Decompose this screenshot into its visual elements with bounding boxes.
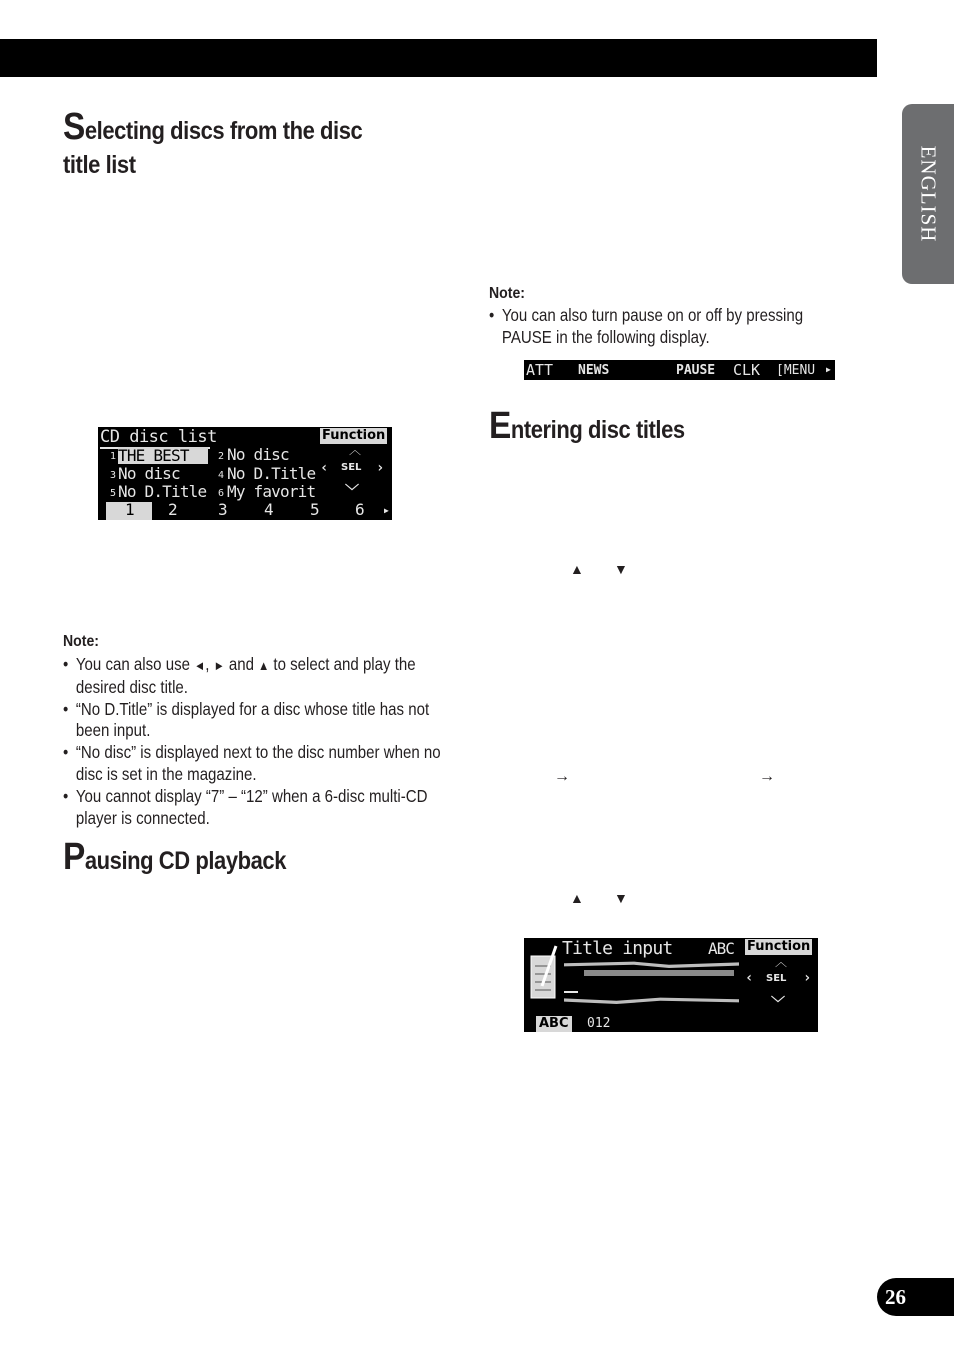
disc-num: 6 xyxy=(218,488,225,499)
notepad-pencil-icon xyxy=(528,944,562,1002)
cd-disc-list-display xyxy=(98,427,392,520)
disc-number-5: 5 xyxy=(310,500,320,519)
menu-att: ATT xyxy=(526,361,554,379)
note-list-left xyxy=(63,654,446,829)
disc-title: No D.Title xyxy=(118,482,207,501)
chevron-down-icon: ﹀ xyxy=(345,484,359,500)
chevron-right-icon: › xyxy=(376,460,385,476)
menu-pause: PAUSE xyxy=(676,363,716,378)
mode-012: 012 xyxy=(587,1016,611,1031)
display-title: CD disc list xyxy=(100,427,217,447)
chevron-left-icon: ‹ xyxy=(745,970,754,986)
language-tab[interactable] xyxy=(902,104,954,284)
title-input-display xyxy=(524,938,818,1032)
down-triangle-icon: ▼ xyxy=(614,890,628,906)
disc-number-2: 2 xyxy=(168,500,178,519)
language-tab-label: ENGLISH xyxy=(916,145,941,243)
chevron-right-icon: › xyxy=(803,970,812,986)
pause-menu-display xyxy=(524,360,835,380)
chevron-up-icon: ︿ xyxy=(775,955,788,969)
triangle-right-icon: ▶ xyxy=(826,365,831,374)
disc-title-selected: THE BEST xyxy=(118,447,208,464)
sel-label: SEL xyxy=(766,973,787,984)
disc-num: 3 xyxy=(110,470,117,481)
menu-menu: [MENU xyxy=(776,363,816,378)
chevron-left-icon: ‹ xyxy=(320,460,329,476)
arrow-right-icon: → xyxy=(554,768,570,785)
disc-num: 2 xyxy=(218,451,225,462)
disc-title: My favorit xyxy=(227,482,316,501)
input-cursor xyxy=(564,991,578,993)
disc-num: 4 xyxy=(218,470,225,481)
mode-abc-selected: ABC xyxy=(536,1016,572,1032)
note-item: • You can also use ◄, ► and ▲ to select and play the desired disc title. xyxy=(63,654,446,699)
menu-news: NEWS xyxy=(578,363,610,378)
page-number: 26 xyxy=(877,1278,954,1316)
chevron-up-icon: ︿ xyxy=(349,443,362,457)
function-label: Function xyxy=(322,428,386,443)
function-label: Function xyxy=(747,939,811,954)
up-triangle-icon: ▲ xyxy=(570,890,584,906)
arrow-right-icon: → xyxy=(759,768,775,785)
up-triangle-icon: ▲ xyxy=(570,561,584,577)
header-bar xyxy=(0,39,877,77)
disc-title: No disc xyxy=(227,445,289,464)
note-label-right: Note: xyxy=(489,285,525,302)
disc-number-6: 6 xyxy=(355,500,365,519)
sel-label: SEL xyxy=(341,462,362,473)
title-entry-bar xyxy=(564,996,739,1004)
heading-pausing-cd: Pausing CD playback xyxy=(63,836,287,878)
disc-number-1: 1 xyxy=(125,500,135,519)
title-entry-bar xyxy=(564,960,739,968)
note-item: • “No disc” is displayed next to the disc number when no disc is set in the magazine. xyxy=(63,742,446,786)
heading-selecting-discs: Selecting discs from the disc title list xyxy=(63,106,363,179)
note-label-left: Note: xyxy=(63,633,99,650)
down-triangle-icon: ▼ xyxy=(614,561,628,577)
disc-title: No disc xyxy=(118,464,180,483)
menu-clk: CLK xyxy=(733,361,761,379)
note-item: • You can also turn pause on or off by pressing PAUSE in the following display. xyxy=(489,305,833,349)
disc-number-4: 4 xyxy=(264,500,274,519)
disc-title: No D.Title xyxy=(227,464,316,483)
disc-num: 5 xyxy=(110,488,117,499)
disc-number-3: 3 xyxy=(218,500,228,519)
chevron-down-icon: ﹀ xyxy=(771,996,785,1012)
title-entry-bar xyxy=(584,970,734,976)
note-item: • “No D.Title” is displayed for a disc whose title has not been input. xyxy=(63,699,446,743)
disc-num: 1 xyxy=(110,451,117,462)
heading-entering-disc-titles: Entering disc titles xyxy=(489,405,685,447)
abc-label: ABC xyxy=(708,939,734,958)
note-item: • You cannot display “7” – “12” when a 6-disc multi-CD player is connected. xyxy=(63,786,446,830)
note-list-right xyxy=(489,305,833,349)
triangle-right-icon: ▶ xyxy=(384,506,389,515)
display-title: Title input xyxy=(562,938,673,959)
